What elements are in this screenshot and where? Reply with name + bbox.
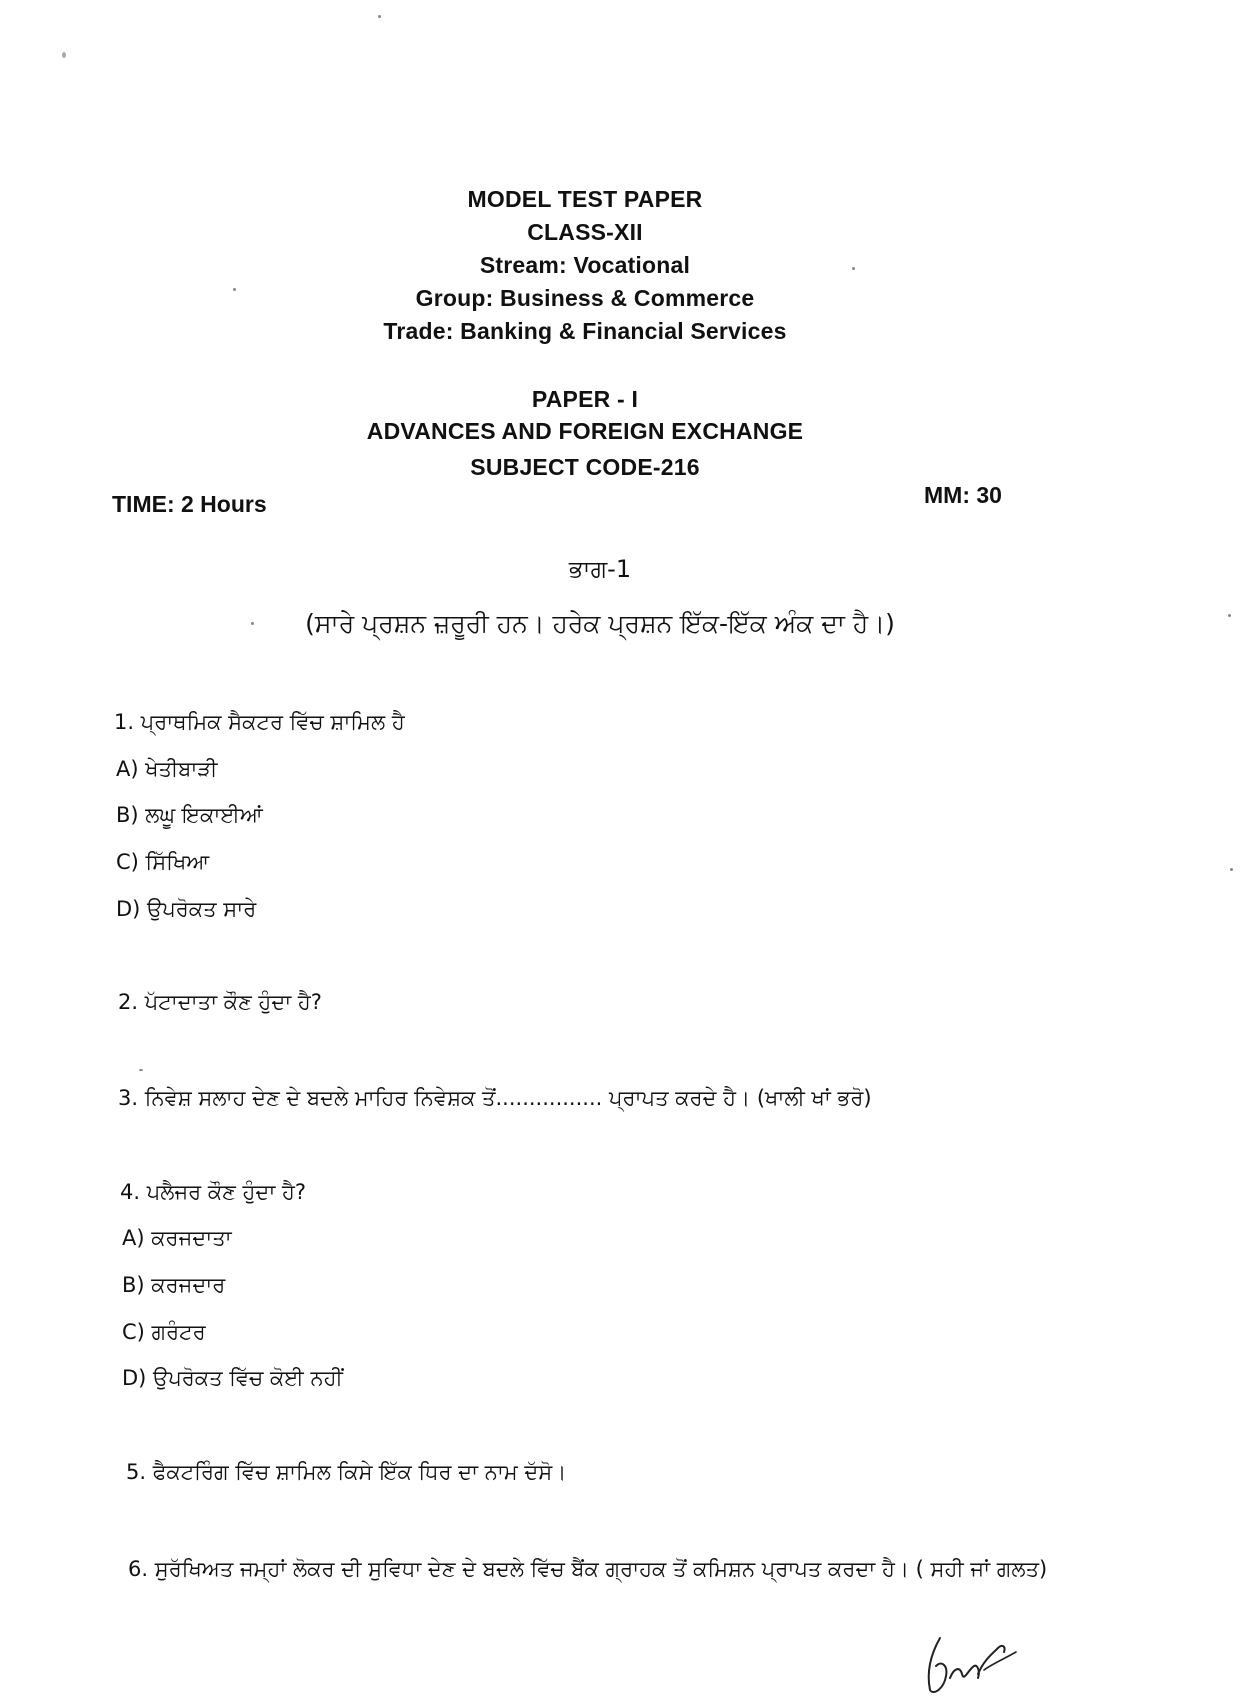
signature-scribble [912,1630,1032,1698]
scan-speck [378,15,381,18]
question-6: 6. ਸੁਰੱਖਿਅਤ ਜਮ੍ਹਾਂ ਲੋਕਰ ਦੀ ਸੁਵਿਧਾ ਦੇਣ ਦੇ ਬਦਲੇ ਵਿੱਚ ਬੈਂਕ ਗ੍ਰਾਹਕ ਤੋਂ ਕਮਿਸ਼ਨ ਪ੍ਰਾਪਤ ਕਰਦਾ ਹੈ। ( ਸਹੀ ਜਾਂ ਗਲਤ) [128,1557,1048,1581]
section-instructions: (ਸਾਰੇ ਪ੍ਰਸ਼ਨ ਜ਼ਰੂਰੀ ਹਨ। ਹਰੇਕ ਪ੍ਰਸ਼ਨ ਇੱਕ-ਇੱਕ ਅੰਕ ਦਾ ਹੈ।) [305,609,895,638]
section-title: ਭਾਗ-1 [568,555,632,583]
question-1-option-a: A) ਖੇਤੀਬਾੜੀ [116,757,218,781]
question-1-option-c: C) ਸਿੱਖਿਆ [116,850,210,874]
paper-title: MODEL TEST PAPER [467,186,703,212]
scan-speck [1230,868,1233,871]
scan-speck [62,52,66,58]
question-1-option-d: D) ਉਪਰੋਕਤ ਸਾਰੇ [116,897,257,921]
scan-speck [139,1069,143,1071]
question-4-option-c: C) ਗਰੰਟਰ [122,1320,206,1344]
question-1-option-b: B) ਲਘੂ ਇਕਾਈਆਂ [116,803,263,827]
stream-label: Stream: Vocational [479,252,691,278]
question-1: 1. ਪ੍ਰਾਥਮਿਕ ਸੈਕਟਰ ਵਿੱਚ ਸ਼ਾਮਿਲ ਹੈ [114,710,405,734]
question-4-option-a: A) ਕਰਜਦਾਤਾ [122,1226,232,1250]
paper-number: PAPER - I [531,386,639,412]
trade-label: Trade: Banking & Financial Services [383,318,787,344]
question-4-option-d: D) ਉਪਰੋਕਤ ਵਿੱਚ ਕੋਈ ਨਹੀਂ [122,1366,343,1390]
question-4-option-b: B) ਕਰਜਦਾਰ [122,1273,226,1297]
group-label: Group: Business & Commerce [415,285,755,311]
question-2: 2. ਪੱਟਾਦਾਤਾ ਕੌਣ ਹੁੰਦਾ ਹੈ? [118,990,322,1014]
scan-speck [1228,614,1231,617]
question-3: 3. ਨਿਵੇਸ਼ ਸਲਾਹ ਦੇਣ ਦੇ ਬਦਲੇ ਮਾਹਿਰ ਨਿਵੇਸ਼ਕ ਤੋਂ................ ਪ੍ਰਾਪਤ ਕਰਦੇ ਹੈ। (ਖਾਲੀ ਖਾਂ ਭਰੋ) [118,1086,872,1110]
subject-name: ADVANCES AND FOREIGN EXCHANGE [366,418,804,444]
time-label: TIME: 2 Hours [112,491,267,517]
class-label: CLASS-XII [527,219,643,245]
max-marks-label: MM: 30 [924,482,1002,508]
question-5: 5. ਫੈਕਟਰਿੰਗ ਵਿੱਚ ਸ਼ਾਮਿਲ ਕਿਸੇ ਇੱਕ ਧਿਰ ਦਾ ਨਾਮ ਦੱਸੋ। [126,1460,567,1484]
question-4: 4. ਪਲੈਜਰ ਕੌਣ ਹੁੰਦਾ ਹੈ? [120,1180,307,1204]
subject-code: SUBJECT CODE-216 [470,454,700,480]
